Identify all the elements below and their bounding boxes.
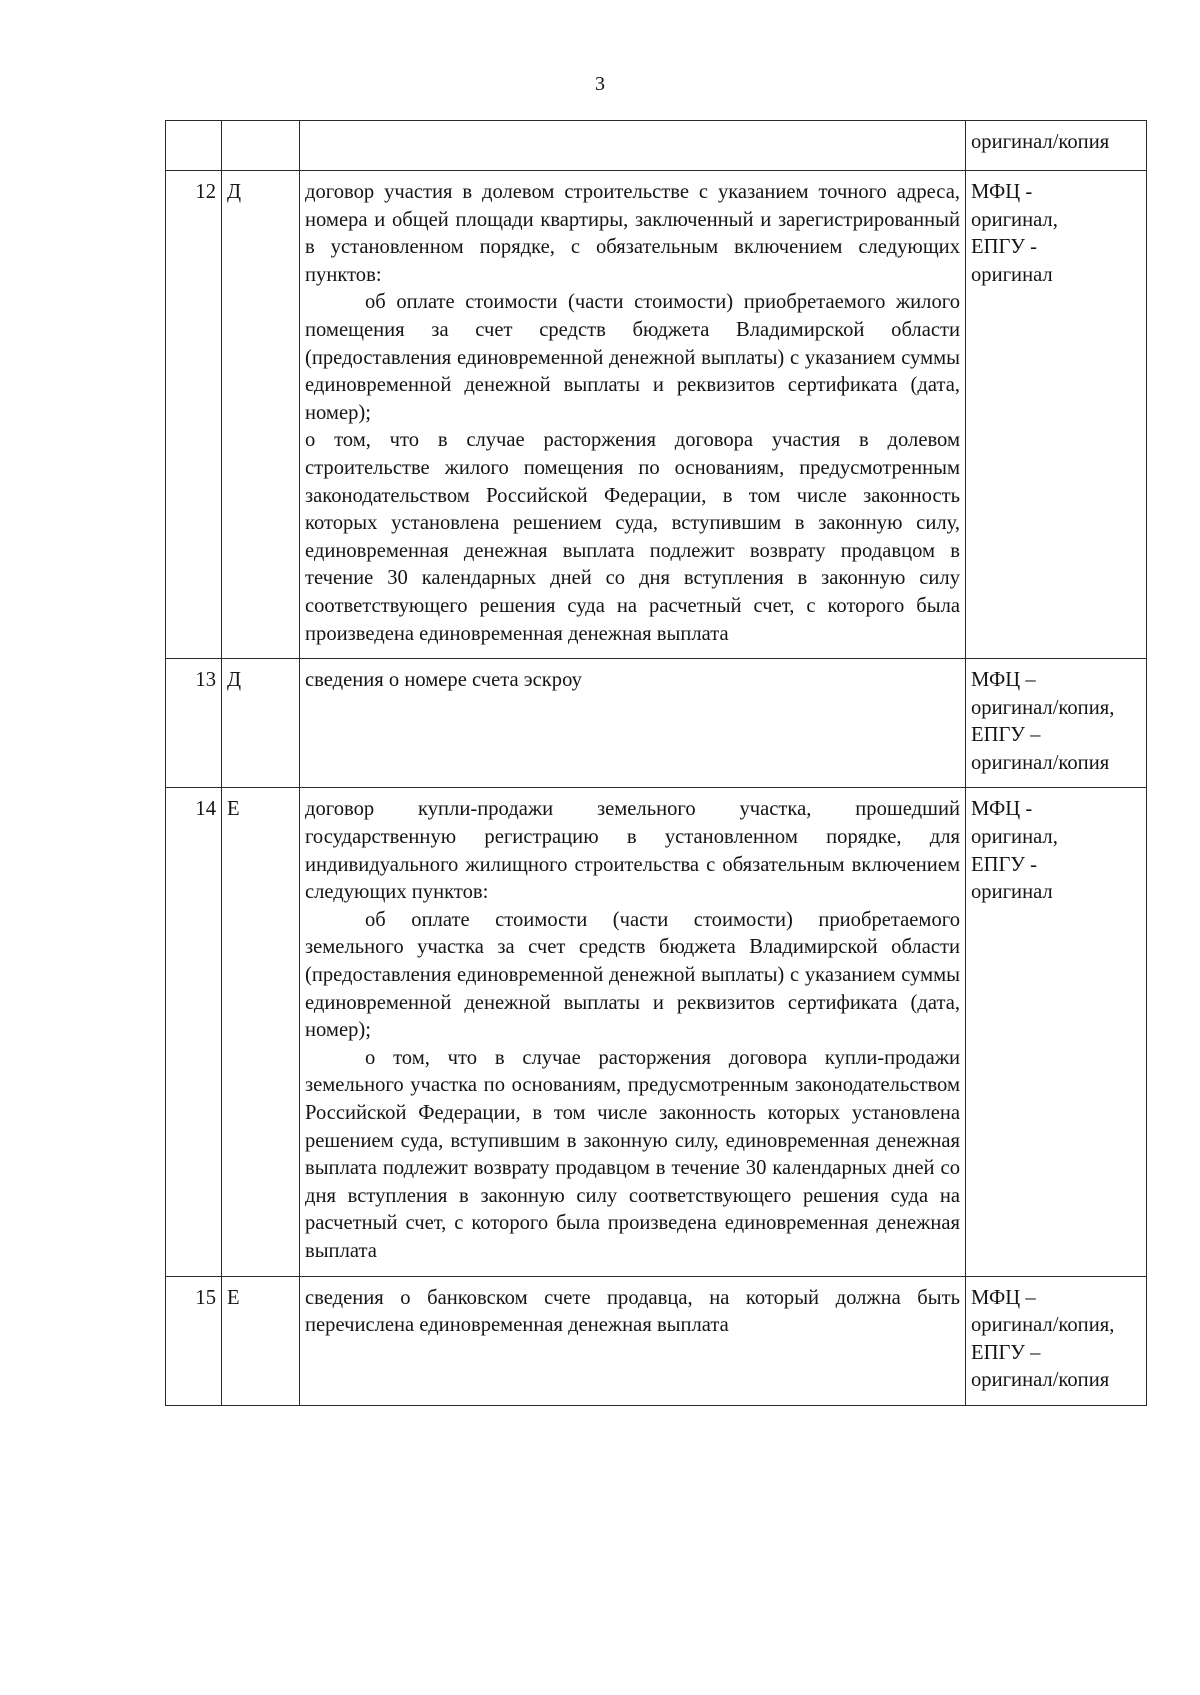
source-line: оригинал/копия <box>971 1369 1110 1392</box>
row-source-cell <box>966 1276 1147 1405</box>
source-line: оригинал/копия, <box>971 696 1115 719</box>
row-description-cell <box>300 788 966 1276</box>
row-category-cell: Д <box>222 659 300 788</box>
table-row-15 <box>166 1276 1147 1405</box>
row-number-cell <box>166 121 222 171</box>
row-source-cell <box>966 121 1147 171</box>
row-category-cell: Е <box>222 1276 300 1405</box>
row-source-cell <box>966 171 1147 659</box>
source-line: МФЦ – <box>971 669 1036 692</box>
description-paragraph: об оплате стоимости (части стоимости) приобретаемого жилого помещения за счет средств бюджета Владимирской области (предоставления единовременной денежной выплаты) с указанием суммы единовременной денежной выплаты и реквизитов сертификата (дата, номер); <box>305 291 960 424</box>
table-row-continuation <box>166 121 1147 171</box>
table-row-14 <box>166 788 1147 1276</box>
table-row-12 <box>166 171 1147 659</box>
source-line: оригинал <box>971 881 1053 904</box>
row-number-cell: 15 <box>166 1276 222 1405</box>
source-line: оригинал, <box>971 826 1058 849</box>
row-number-cell: 14 <box>166 788 222 1276</box>
row-description-cell <box>300 659 966 788</box>
source-line: оригинал, <box>971 208 1058 231</box>
description-paragraph: договор купли-продажи земельного участка, прошедший государственную регистрацию в установленном порядке, для индивидуального жилищного строительства с обязательным включением следующих пунктов: <box>305 798 960 904</box>
row-category-cell: Д <box>222 171 300 659</box>
source-line: оригинал/копия, <box>971 1314 1115 1337</box>
source-line: ЕПГУ - <box>971 853 1037 876</box>
description-paragraph: об оплате стоимости (части стоимости) приобретаемого земельного участка за счет средств бюджета Владимирской области (предоставления единовременной денежной выплаты) с указанием суммы единовременной денежной выплаты и реквизитов сертификата (дата, номер); <box>305 908 960 1042</box>
description-paragraph: о том, что в случае расторжения договора купли-продажи земельного участка по основаниям, предусмотренным законодательством Российской Федерации, в том числе законность которых установлена решением суда, вступившим в законную силу, единовременная денежная выплата подлежит возврату продавцом в течение 30 календарных дней со дня вступления в законную силу соответствующего решения суда на расчетный счет, с которого была произведена единовременная денежная выплата <box>305 1046 960 1262</box>
source-line: ЕПГУ – <box>971 724 1041 747</box>
source-line: ЕПГУ – <box>971 1341 1041 1364</box>
row-category-cell: Е <box>222 788 300 1276</box>
row-description-cell <box>300 1276 966 1405</box>
source-line: МФЦ - <box>971 181 1033 203</box>
row-number-cell: 13 <box>166 659 222 788</box>
page-number: 3 <box>595 73 605 95</box>
source-line: ЕПГУ - <box>971 236 1037 259</box>
row-description-cell <box>300 121 966 171</box>
row-number-cell: 12 <box>166 171 222 659</box>
description-paragraph: о том, что в случае расторжения договора участия в долевом строительстве жилого помещения по основаниям, предусмотренным законодательством Российской Федерации, в том числе законность которых установлена решением суда, вступившим в законную силу, единовременная денежная выплата подлежит возврату продавцом в течение 30 календарных дней со дня вступления в законную силу соответствующего решения суда на расчетный счет, с которого была произведена единовременная денежная выплата <box>305 429 960 645</box>
row-description-cell <box>300 171 966 659</box>
description-paragraph: сведения о банковском счете продавца, на который должна быть перечислена единовременная денежная выплата <box>305 1286 960 1337</box>
row-source-cell <box>966 788 1147 1276</box>
source-line: МФЦ - <box>971 798 1033 821</box>
table-row-13 <box>166 659 1147 788</box>
source-line: оригинал/копия <box>971 131 1110 153</box>
description-paragraph: договор участия в долевом строительстве с указанием точного адреса, номера и общей площади квартиры, заключенный и зарегистрированный в установленном порядке, с обязательным включением следующих пунктов: <box>305 181 960 286</box>
source-line: оригинал/копия <box>971 751 1110 774</box>
documents-table <box>165 120 1147 1406</box>
row-source-cell <box>966 659 1147 788</box>
source-line: МФЦ – <box>971 1286 1036 1309</box>
source-line: оригинал <box>971 263 1053 286</box>
description-paragraph: сведения о номере счета эскроу <box>305 669 582 692</box>
row-category-cell <box>222 121 300 171</box>
